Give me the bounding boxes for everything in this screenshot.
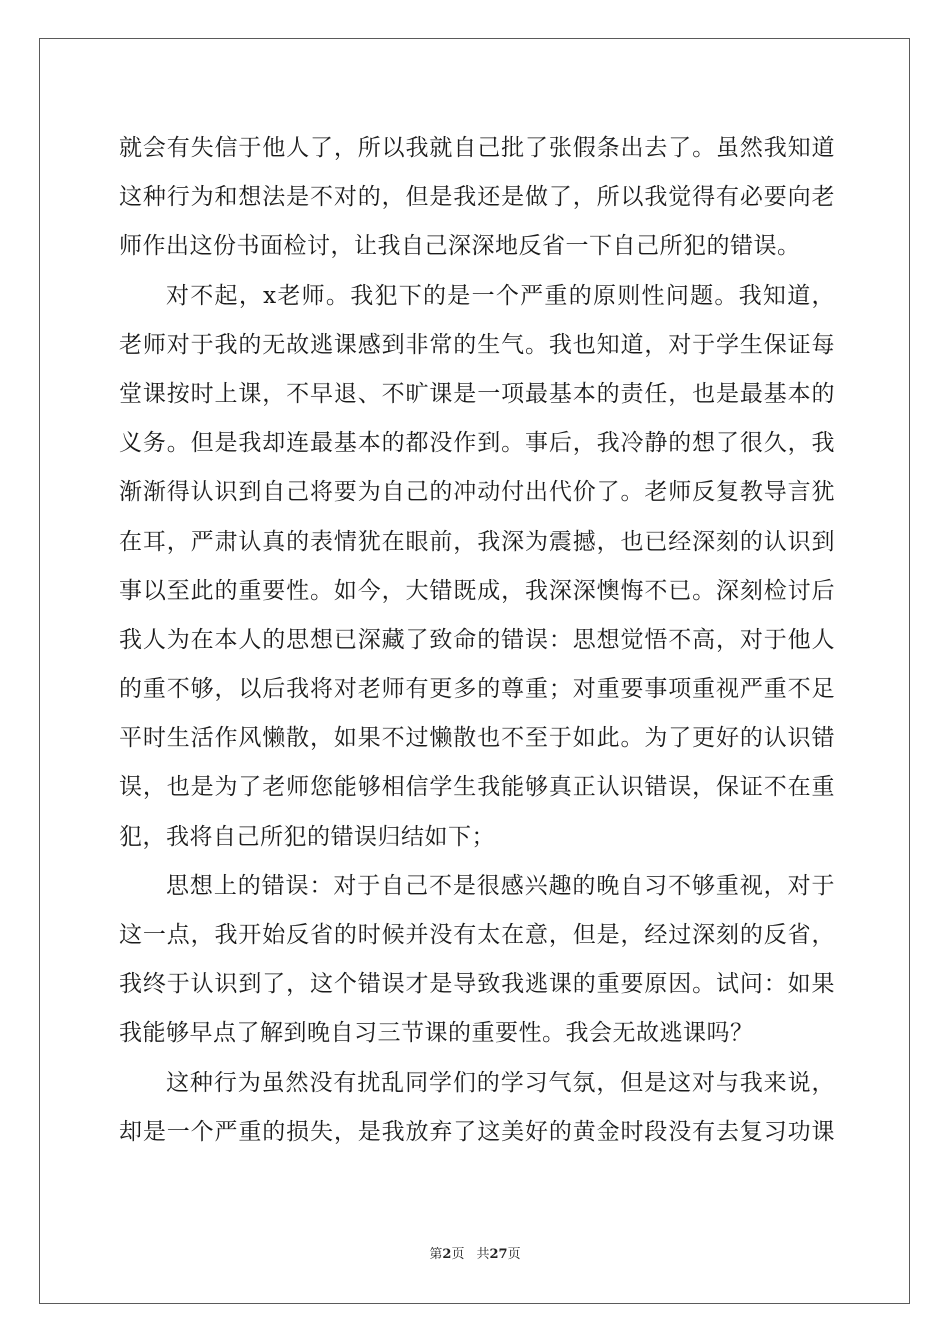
total-prefix: 共 xyxy=(476,1247,490,1262)
text-line: 就会有失信于他人了，所以我就自己批了张假条出去了。虽然我知道 xyxy=(119,135,835,161)
total-pages: 27 xyxy=(489,1247,508,1262)
text-line: 犯，我将自己所犯的错误归结如下； xyxy=(119,823,495,850)
text-line: 这一点，我开始反省的时候并没有太在意，但是，经过深刻的反省， xyxy=(119,922,835,948)
document-body xyxy=(119,124,835,1157)
text-line: 在耳，严肃认真的表情犹在眼前，我深为震撼，也已经深刻的认识到 xyxy=(119,528,835,555)
text-line: 我人为在本人的思想已深藏了致命的错误：思想觉悟不高，对于他人 xyxy=(119,626,835,653)
text-line: 对不起，x老师。我犯下的是一个严重的原则性问题。我知道， xyxy=(166,282,835,309)
text-line: 义务。但是我却连最基本的都没作到。事后，我冷静的想了很久，我 xyxy=(119,430,835,457)
text-line: 堂课按时上课，不早退、不旷课是一项最基本的责任，也是最基本的 xyxy=(119,380,835,407)
text-line: 师作出这份书面检讨，让我自己深深地反省一下自己所犯的错误。 xyxy=(119,233,801,260)
text-line: 我终于认识到了，这个错误才是导致我逃课的重要原因。试问：如果 xyxy=(119,971,835,998)
text-line: 这种行为虽然没有扰乱同学们的学习气氛，但是这对与我来说， xyxy=(166,1069,835,1096)
text-line: 的重不够，以后我将对老师有更多的尊重；对重要事项重视严重不足 xyxy=(119,676,835,703)
page-prefix: 第 xyxy=(429,1247,443,1262)
text-line: 老师对于我的无故逃课感到非常的生气。我也知道，对于学生保证每 xyxy=(119,331,835,358)
page-suffix: 页 xyxy=(451,1247,465,1262)
text-line: 渐渐得认识到自己将要为自己的冲动付出代价了。老师反复教导言犹 xyxy=(119,479,835,506)
total-suffix: 页 xyxy=(507,1247,521,1262)
text-line: 这种行为和想法是不对的，但是我还是做了，所以我觉得有必要向老 xyxy=(119,184,835,211)
text-line: 我能够早点了解到晚自习三节课的重要性。我会无故逃课吗？ xyxy=(119,1020,754,1047)
page-footer xyxy=(0,1246,950,1264)
text-line: 平时生活作风懒散，如果不过懒散也不至于如此。为了更好的认识错 xyxy=(119,725,835,752)
text-line: 却是一个严重的损失，是我放弃了这美好的黄金时段没有去复习功课 xyxy=(119,1118,835,1145)
text-line: 误，也是为了老师您能够相信学生我能够真正认识错误，保证不在重 xyxy=(119,774,835,801)
text-line: 思想上的错误：对于自己不是很感兴趣的晚自习不够重视，对于 xyxy=(166,872,835,899)
text-line: 事以至此的重要性。如今，大错既成，我深深懊悔不已。深刻检讨后 xyxy=(119,577,835,604)
page-number: 2 xyxy=(442,1247,452,1262)
